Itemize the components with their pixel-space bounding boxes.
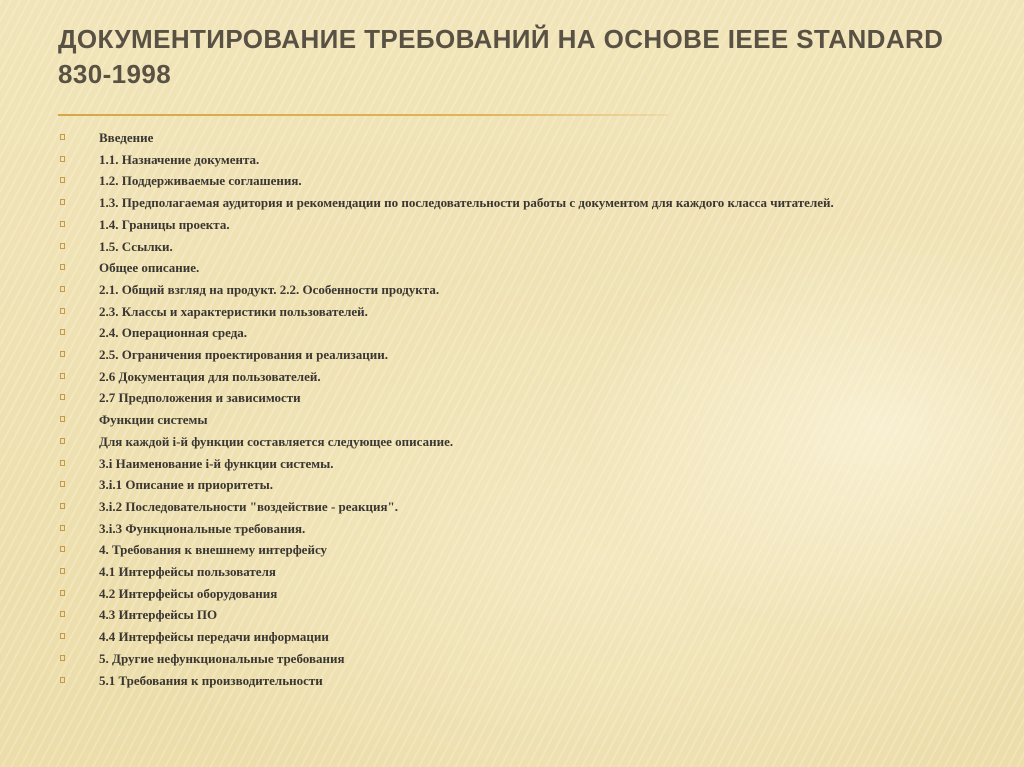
list-item (58, 474, 958, 496)
bullet-icon (60, 568, 65, 574)
bullet-icon (60, 481, 65, 487)
list-item-text: 5.1 Требования к производительности (99, 672, 323, 688)
bullet-icon (60, 460, 65, 466)
list-item (58, 344, 958, 366)
list-item-text: 4.1 Интерфейсы пользователя (99, 564, 276, 580)
title-divider (58, 114, 668, 116)
bullet-icon (60, 394, 65, 400)
bullet-icon (60, 546, 65, 552)
list-item-text: 1.5. Ссылки. (99, 238, 173, 254)
list-item-text: 3.i.1 Описание и приоритеты. (99, 477, 273, 493)
bullet-icon (60, 221, 65, 227)
list-item (58, 192, 958, 214)
list-item (58, 431, 958, 453)
list-item-text: 2.4. Операционная среда. (99, 325, 248, 341)
list-item (58, 604, 958, 626)
list-item (58, 583, 958, 605)
list-item-text: 1.1. Назначение документа. (99, 151, 260, 167)
bullet-icon (60, 373, 65, 379)
list-item (58, 170, 958, 192)
list-item-text: Введение (99, 130, 154, 145)
bullet-icon (60, 243, 65, 249)
list-item-text: 4.3 Интерфейсы ПО (99, 607, 218, 623)
bullet-icon (60, 199, 65, 205)
list-item-text: 1.4. Границы проекта. (99, 216, 230, 232)
bullet-icon (60, 329, 65, 335)
bullet-icon (60, 633, 65, 639)
bullet-icon (60, 416, 65, 422)
list-item-text: 1.3. Предполагаемая аудитория и рекомендации по последовательности работы с документом для каждого класса читателей. (99, 195, 834, 211)
content-list (58, 127, 958, 691)
list-item (58, 539, 958, 561)
list-item (58, 496, 958, 518)
list-item-text: 2.3. Классы и характеристики пользователей. (99, 303, 368, 319)
list-item-text: 2.1. Общий взгляд на продукт. 2.2. Особенности продукта. (99, 281, 440, 297)
list-item-text: 3.i.2 Последовательности "воздействие - реакция". (99, 498, 398, 514)
list-item (58, 670, 958, 692)
bullet-icon (60, 177, 65, 183)
list-item (58, 322, 958, 344)
list-item-text: 1.2. Поддерживаемые соглашения. (99, 173, 302, 189)
bullet-icon (60, 677, 65, 683)
bullet-icon (60, 156, 65, 162)
list-item-text: 4.2 Интерфейсы оборудования (99, 585, 278, 601)
bullet-icon (60, 308, 65, 314)
list-item (58, 301, 958, 323)
list-item (58, 127, 958, 149)
bullet-icon (60, 264, 65, 270)
list-item-text: 4. Требования к внешнему интерфейсу (99, 542, 328, 558)
bullet-icon (60, 590, 65, 596)
list-item (58, 236, 958, 258)
list-item-text: 2.5. Ограничения проектирования и реализации. (99, 347, 388, 363)
bullet-icon (60, 503, 65, 509)
list-item (58, 409, 958, 431)
list-item-text: Для каждой i-й функции составляется следующее описание. (99, 433, 454, 449)
list-item (58, 366, 958, 388)
list-item-text: 2.6 Документация для пользователей. (99, 368, 321, 384)
slide-title: ДОКУМЕНТИРОВАНИЕ ТРЕБОВАНИЙ НА ОСНОВЕ IEEE STANDARD 830-1998 (58, 24, 944, 89)
list-item (58, 453, 958, 475)
list-item (58, 387, 958, 409)
list-item-text: 3.i Наименование i-й функции системы. (99, 455, 334, 471)
list-item (58, 561, 958, 583)
bullet-icon (60, 286, 65, 292)
list-item-text: Общее описание. (99, 260, 200, 276)
list-item (58, 279, 958, 301)
list-item (58, 214, 958, 236)
list-item (58, 648, 958, 670)
list-item-text: 2.7 Предположения и зависимости (99, 390, 301, 406)
list-item (58, 626, 958, 648)
bullet-icon (60, 351, 65, 357)
list-item (58, 518, 958, 540)
bullet-icon (60, 134, 65, 140)
list-item (58, 257, 958, 279)
list-item-text: 3.i.3 Функциональные требования. (99, 520, 306, 536)
bullet-icon (60, 611, 65, 617)
bullet-icon (60, 525, 65, 531)
list-item-text: 4.4 Интерфейсы передачи информации (99, 629, 329, 645)
bullet-icon (60, 438, 65, 444)
list-item-text: Функции системы (99, 412, 208, 428)
bullet-icon (60, 655, 65, 661)
list-item-text: 5. Другие нефункциональные требования (99, 650, 345, 666)
list-item (58, 149, 958, 171)
